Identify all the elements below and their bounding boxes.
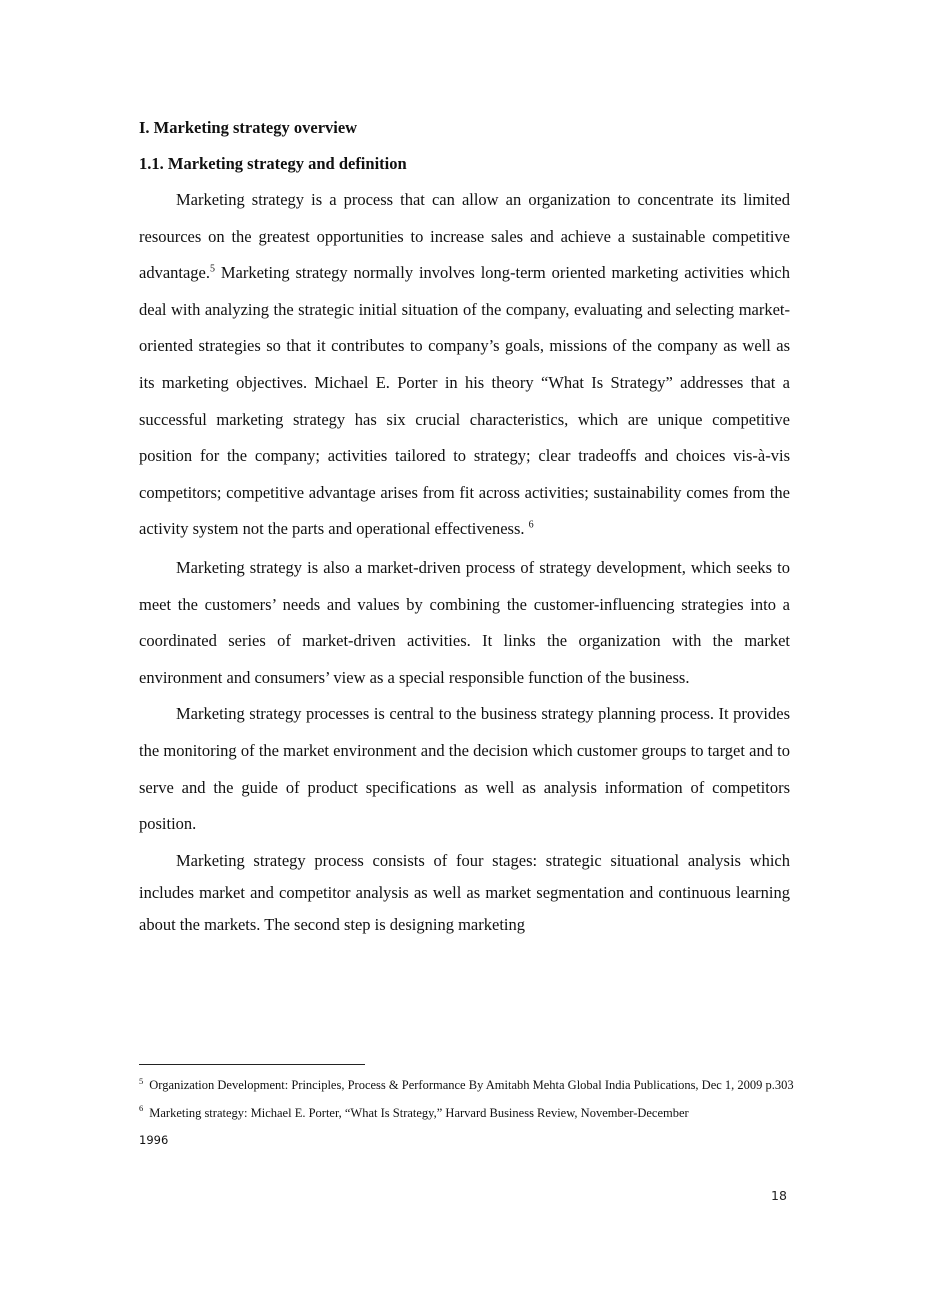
section-heading: I. Marketing strategy overview <box>139 118 358 137</box>
subsection-heading: 1.1. Marketing strategy and definition <box>139 154 407 173</box>
footnote-5 <box>139 1072 819 1100</box>
paragraph-2: Marketing strategy is also a market-driven process of strategy development, which seeks to meet the customers’ needs and values by combining the customer-influencing strategies into a coordinated series of market-driven activities. It links the organization with the market environment and consumers’ view as a special responsible function of the business. <box>139 557 790 687</box>
page-number: 18 <box>771 1188 787 1203</box>
paragraph-3: Marketing strategy processes is central to the business strategy planning process. It provides the monitoring of the market environment and the decision which customer groups to target and to serve and the guide of product specifications as well as analysis information of competitors position. <box>139 704 790 834</box>
footnote-text: Marketing strategy: Michael E. Porter, “What Is Strategy,” Harvard Business Review, November-December <box>149 1105 689 1120</box>
paragraph-1-part-b: Marketing strategy normally involves long-term oriented marketing activities which deal with analyzing the strategic initial situation of the company, evaluating and selecting market-oriented strategies so that it contributes to company’s goals, missions of the company as well as its marketing objectives. Michael E. Porter in his theory “What Is Strategy” addresses that a successful marketing strategy has six crucial characteristics, which are unique competitive position for the company; activities tailored to strategy; clear tradeoffs and choices vis-à-vis competitors; competitive advantage arises from fit across activities; sustainability comes from the activity system not the parts and operational effectiveness. <box>139 263 790 539</box>
footnote-number: 5 <box>139 1075 144 1086</box>
footnote-separator <box>139 1064 365 1065</box>
footnote-number: 6 <box>139 1103 144 1114</box>
footnote-ref-5: 5 <box>210 263 216 275</box>
paragraph-1 <box>139 182 790 548</box>
footnote-year: 1996 <box>139 1133 169 1147</box>
footnote-ref-6: 6 <box>528 519 534 531</box>
paragraph-1-part-a: Marketing strategy is a process that can allow an organization to concentrate its limited resources on the greatest opportunities to increase sales and achieve a sustainable competitive advantage. <box>139 190 790 283</box>
paragraph-4: Marketing strategy process consists of four stages: strategic situational analysis which includes market and competitor analysis as well as market segmentation and continuous learning about the markets. The second step is designing marketing <box>139 850 790 934</box>
footnotes <box>139 1072 819 1155</box>
document-body <box>139 110 790 941</box>
footnote-text: Organization Development: Principles, Process & Performance By Amitabh Mehta Global India Publications, Dec 1, 2009 p.303 <box>149 1078 794 1092</box>
footnote-6 <box>139 1100 819 1155</box>
